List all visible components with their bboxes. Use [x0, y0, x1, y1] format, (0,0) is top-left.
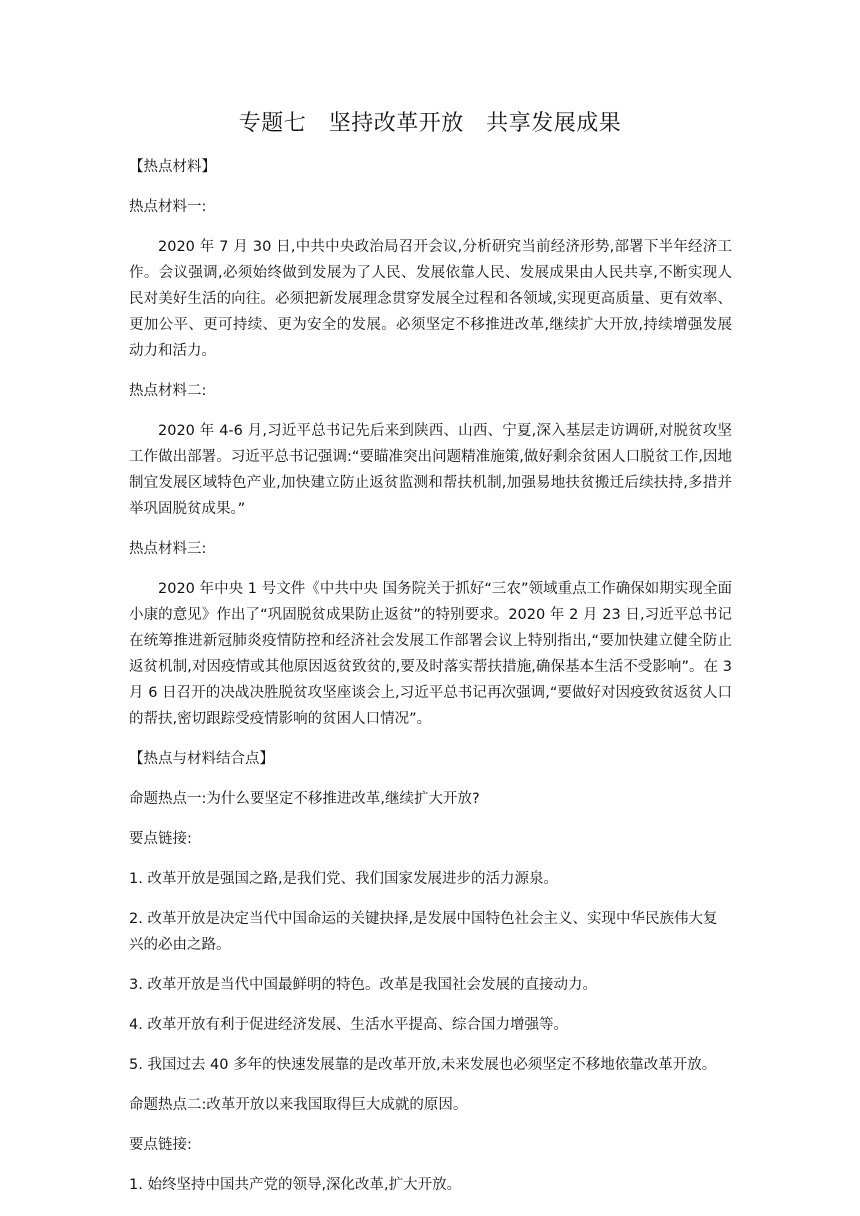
section-heading-hot-materials: 【热点材料】: [129, 159, 216, 175]
topic-1-point-3: 3. 改革开放是当代中国最鲜明的特色。改革是我国社会发展的直接动力。: [129, 977, 597, 993]
material-2-label: 热点材料二:: [129, 383, 207, 399]
section-heading-combination-points: 【热点与材料结合点】: [129, 751, 274, 767]
topic-2-question: 命题热点二:改革开放以来我国取得巨大成就的原因。: [129, 1097, 468, 1113]
topic-1-point-4: 4. 改革开放有利于促进经济发展、生活水平提高、综合国力增强等。: [129, 1017, 568, 1033]
topic-1-link-label: 要点链接:: [129, 831, 192, 847]
material-1-label: 热点材料一:: [129, 199, 207, 215]
topic-1-question: 命题热点一:为什么要坚定不移推进改革,继续扩大开放?: [129, 791, 480, 807]
document-title: 专题七 坚持改革开放 共享发展成果: [238, 111, 622, 136]
material-3-label: 热点材料三:: [129, 541, 207, 557]
material-2-text: 2020 年 4-6 月,习近平总书记先后来到陕西、山西、宁夏,深入基层走访调研,对脱贫攻坚工作做出部署。习近平总书记强调:“要瞄准突出问题精准施策,做好剩余贫困人口脱贫工作,因地制宜发展区域特色产业,加快建立防止返贫监测和帮扶机制,加强易地扶贫搬迁后续扶持,多措并举巩固脱贫成果。”: [129, 423, 732, 517]
topic-1-point-5: 5. 我国过去 40 多年的快速发展靠的是改革开放,未来发展也必须坚定不移地依靠改革开放。: [129, 1057, 717, 1073]
topic-2-link-label: 要点链接:: [129, 1137, 192, 1153]
topic-1-point-2: 2. 改革开放是决定当代中国命运的关键抉择,是发展中国特色社会主义、实现中华民族伟大复兴的必由之路。: [129, 911, 718, 953]
material-1-text: 2020 年 7 月 30 日,中共中央政治局召开会议,分析研究当前经济形势,部署下半年经济工作。会议强调,必须始终做到发展为了人民、发展依靠人民、发展成果由人民共享,不断实现人民对美好生活的向往。必须把新发展理念贯穿发展全过程和各领域,实现更高质量、更有效率、更加公平、更可持续、更为安全的发展。必须坚定不移推进改革,继续扩大开放,持续增强发展动力和活力。: [129, 239, 732, 359]
document-body: [129, 154, 732, 1212]
topic-1-point-1: 1. 改革开放是强国之路,是我们党、我们国家发展进步的活力源泉。: [129, 871, 559, 887]
topic-2-point-1: 1. 始终坚持中国共产党的领导,深化改革,扩大开放。: [129, 1177, 462, 1193]
material-3-text: 2020 年中央 1 号文件《中共中央 国务院关于抓好“三农”领域重点工作确保如期实现全面小康的意见》作出了“巩固脱贫成果防止返贫”的特别要求。2020 年 2 月 23 日,习近平总书记在统筹推进新冠肺炎疫情防控和经济社会发展工作部署会议上特别指出,“要加快建立健全防止返贫机制,对因疫情或其他原因返贫致贫的,要及时落实帮扶措施,确保基本生活不受影响”。在 3 月 6 日召开的决战决胜脱贫攻坚座谈会上,习近平总书记再次强调,“要做好对因疫致贫返贫人口的帮扶,密切跟踪受疫情影响的贫困人口情况”。: [129, 581, 732, 727]
